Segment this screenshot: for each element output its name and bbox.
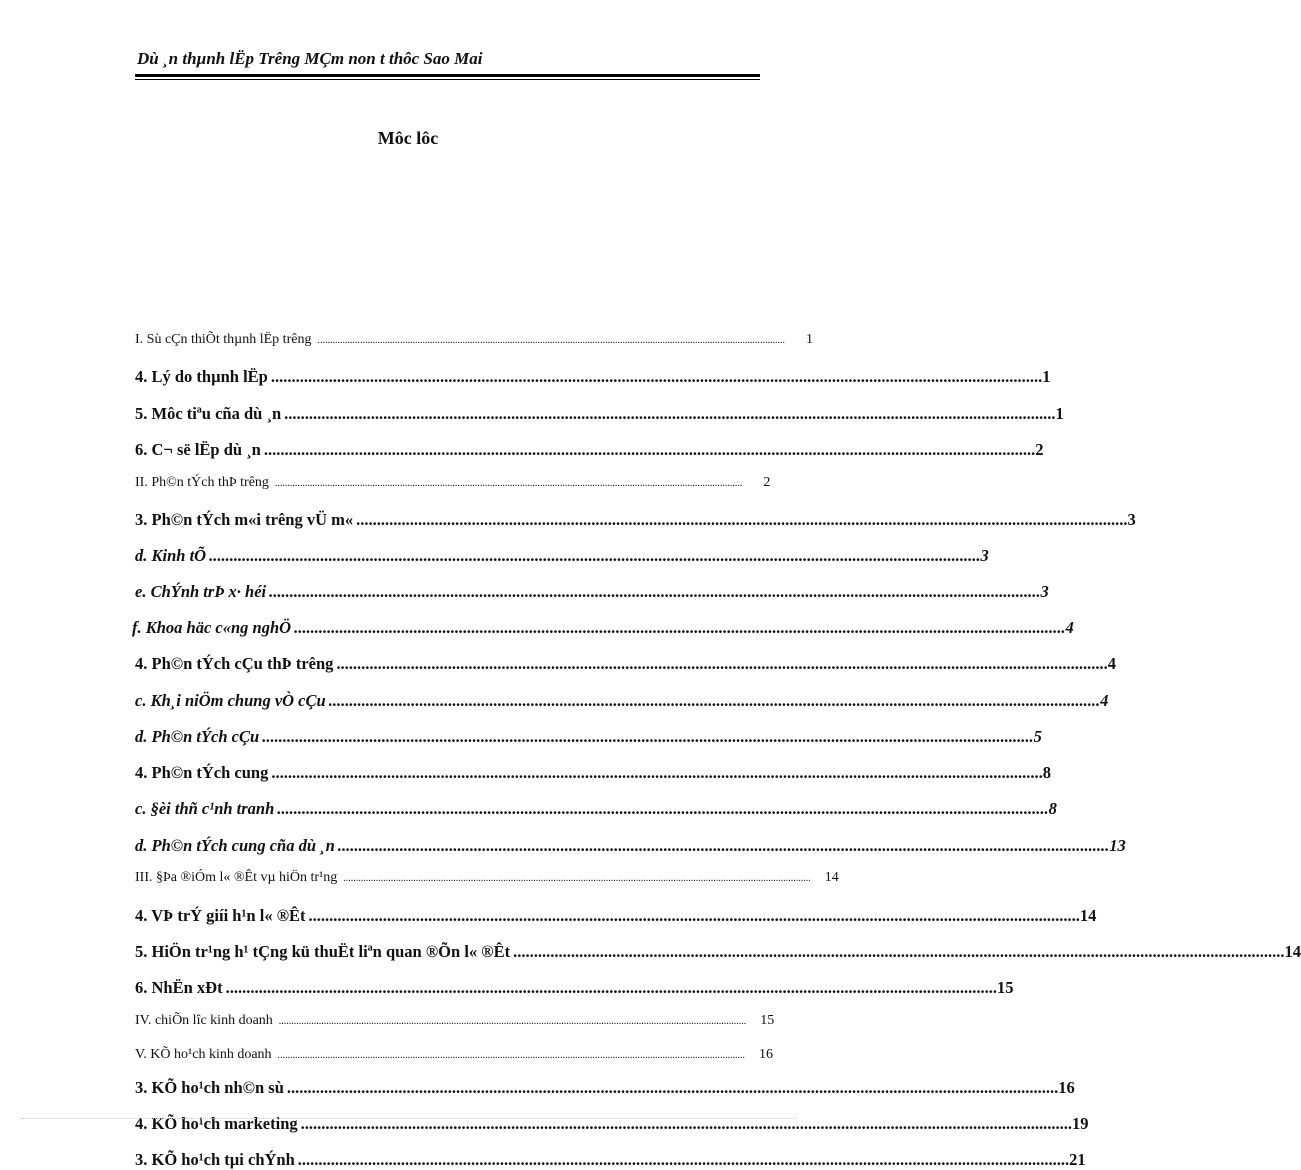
toc-item[interactable] xyxy=(135,942,1301,962)
toc-item-page-number: 16 xyxy=(1058,1078,1075,1097)
toc-leader-dots: ........................................................................................................................................................................................... xyxy=(294,618,1066,637)
header-title: Dù ¸n thµnh lËp Trêng MÇm non t thôc Sao Mai xyxy=(137,49,483,68)
toc-item[interactable] xyxy=(135,870,839,886)
toc-item[interactable] xyxy=(135,1150,1086,1170)
toc-leader-dots: ........................................................................................................................................................................................... xyxy=(317,335,785,346)
toc-item-page-number: 1 xyxy=(1042,367,1051,386)
toc-item[interactable] xyxy=(135,582,1049,602)
toc-item-page-number: 15 xyxy=(760,1013,775,1028)
toc-item-label: d. Ph©n tÝch cÇu xyxy=(135,727,260,746)
toc-leader-dots: ........................................................................................................................................................................................... xyxy=(513,942,1285,961)
toc-leader-dots: ........................................................................................................................................................................................... xyxy=(209,546,981,565)
toc-item[interactable] xyxy=(135,978,1014,998)
toc-leader-dots: ........................................................................................................................................................................................... xyxy=(336,654,1108,673)
toc-item-label: d. Kinh tÕ xyxy=(135,546,207,565)
header-rule-thin xyxy=(135,79,760,80)
toc-leader-dots: ........................................................................................................................................................................................... xyxy=(274,478,743,489)
toc-item-page-number: 15 xyxy=(996,978,1014,997)
toc-leader-dots: ........................................................................................................................................................................................... xyxy=(337,836,1110,855)
toc-leader-dots: ........................................................................................................................................................................................... xyxy=(284,404,1056,423)
toc-item-label: 5. HiÖn tr¹ng h¹ tÇng kü thuËt liªn quan ®Õn l« ®Êt xyxy=(135,942,511,961)
toc-item-label: IV. chiÕn lîc kinh doanh xyxy=(135,1013,273,1028)
toc-item[interactable] xyxy=(135,1114,1089,1134)
toc-item-page-number: 14 xyxy=(1284,942,1301,961)
toc-item[interactable] xyxy=(135,836,1126,856)
toc-leader-dots: ........................................................................................................................................................................................... xyxy=(271,763,1043,782)
toc-item-label: 4. Ph©n tÝch cung xyxy=(135,763,269,782)
toc-item[interactable] xyxy=(135,1078,1075,1098)
toc-item-page-number: 2 xyxy=(763,475,771,490)
toc-item-page-number: 2 xyxy=(1035,440,1044,459)
toc-leader-dots: ........................................................................................................................................................................................... xyxy=(269,582,1041,601)
toc-leader-dots: ........................................................................................................................................................................................... xyxy=(278,1016,747,1027)
toc-item[interactable] xyxy=(135,799,1057,819)
toc-item[interactable] xyxy=(135,763,1051,783)
toc-leader-dots: ........................................................................................................................................................................................... xyxy=(225,978,997,997)
toc-item-label: 3. Ph©n tÝch m«i trêng vÜ m« xyxy=(135,510,354,529)
toc-leader-dots: ........................................................................................................................................................................................... xyxy=(343,873,811,884)
toc-item-label: II. Ph©n tÝch thÞ trêng xyxy=(135,475,269,490)
toc-item-page-number: 8 xyxy=(1042,763,1051,782)
toc-item-label: f. Khoa häc c«ng nghÖ xyxy=(132,618,292,637)
toc-item[interactable] xyxy=(135,691,1109,711)
toc-item-label: d. Ph©n tÝch cung cña dù ¸n xyxy=(135,836,335,855)
toc-leader-dots: ........................................................................................................................................................................................... xyxy=(297,1150,1070,1169)
toc-item-label: 5. Môc tiªu cña dù ¸n xyxy=(135,404,282,423)
toc-leader-dots: ........................................................................................................................................................................................... xyxy=(270,367,1043,386)
toc-leader-dots: ........................................................................................................................................................................................... xyxy=(263,440,1036,459)
toc-leader-dots: ........................................................................................................................................................................................... xyxy=(262,727,1034,746)
toc-item-page-number: 13 xyxy=(1109,836,1126,855)
toc-item[interactable] xyxy=(135,546,989,566)
toc-item[interactable] xyxy=(135,1013,775,1029)
toc-leader-dots: ........................................................................................................................................................................................... xyxy=(328,691,1101,710)
toc-item-label: 6. C¬ së lËp dù ¸n xyxy=(135,440,261,459)
toc-item[interactable] xyxy=(135,440,1044,460)
toc-item-label: 6. NhËn xÐt xyxy=(135,978,223,997)
toc-leader-dots: ........................................................................................................................................................................................... xyxy=(277,1050,746,1061)
toc-item[interactable] xyxy=(135,727,1042,747)
toc-item-page-number: 19 xyxy=(1072,1114,1089,1133)
toc-item-label: 3. KÕ ho¹ch nh©n sù xyxy=(135,1078,284,1097)
toc-item[interactable] xyxy=(135,367,1051,387)
toc-item[interactable] xyxy=(135,906,1097,926)
toc-item[interactable] xyxy=(135,654,1117,674)
toc-item[interactable] xyxy=(135,1047,774,1063)
toc-item[interactable] xyxy=(135,475,771,491)
toc-item-page-number: 8 xyxy=(1048,799,1057,818)
toc-item-label: c. Kh¸i niÖm chung vÒ cÇu xyxy=(135,691,326,710)
toc-item-page-number: 4 xyxy=(1107,654,1117,673)
toc-item-page-number: 5 xyxy=(1033,727,1042,746)
toc-item-label: 4. Lý do thµnh lËp xyxy=(135,367,268,386)
toc-item-label: 4. Ph©n tÝch cÇu thÞ trêng xyxy=(135,654,334,673)
toc-leader-dots: ........................................................................................................................................................................................... xyxy=(277,799,1049,818)
toc-item-page-number: 14 xyxy=(824,870,839,885)
toc-item-label: 3. KÕ ho¹ch tµi chÝnh xyxy=(135,1150,295,1169)
header-rule-thick xyxy=(135,74,760,77)
page-bottom-divider xyxy=(20,1118,796,1119)
toc-leader-dots: ........................................................................................................................................................................................... xyxy=(300,1114,1072,1133)
toc-item-label: I. Sù cÇn thiÕt thµnh lËp trêng xyxy=(135,332,312,347)
toc-item-page-number: 14 xyxy=(1079,906,1097,925)
toc-item-label: 4. KÕ ho¹ch marketing xyxy=(135,1114,298,1133)
toc-item-page-number: 3 xyxy=(980,546,989,565)
toc-item-page-number: 4 xyxy=(1100,691,1109,710)
toc-item-page-number: 1 xyxy=(1055,404,1064,423)
toc-item[interactable] xyxy=(132,618,1074,638)
toc-item-label: III. §Þa ®iÓm l« ®Êt vµ hiÖn tr¹ng xyxy=(135,870,338,885)
toc-item[interactable] xyxy=(135,510,1136,530)
toc-item[interactable] xyxy=(135,404,1064,424)
toc-item-label: 4. VÞ trÝ giíi h¹n l« ®Êt xyxy=(135,906,306,925)
toc-item-page-number: 3 xyxy=(1127,510,1136,529)
toc-item-page-number: 16 xyxy=(759,1047,774,1062)
toc-leader-dots: ........................................................................................................................................................................................... xyxy=(356,510,1128,529)
toc-item-page-number: 4 xyxy=(1065,618,1074,637)
toc-item-label: e. ChÝnh trÞ x· héi xyxy=(135,582,267,601)
toc-item-page-number: 3 xyxy=(1040,582,1049,601)
page-header xyxy=(135,48,760,70)
toc-title: Môc lôc xyxy=(377,128,439,148)
toc-item-page-number: 21 xyxy=(1069,1150,1086,1169)
toc-item-page-number: 1 xyxy=(805,332,813,347)
toc-leader-dots: ........................................................................................................................................................................................... xyxy=(286,1078,1059,1097)
toc-item-label: c. §èi thñ c¹nh tranh xyxy=(135,799,275,818)
toc-item[interactable] xyxy=(135,332,813,348)
toc-leader-dots: ........................................................................................................................................................................................... xyxy=(308,906,1080,925)
toc-item-label: V. KÕ ho¹ch kinh doanh xyxy=(135,1047,272,1062)
